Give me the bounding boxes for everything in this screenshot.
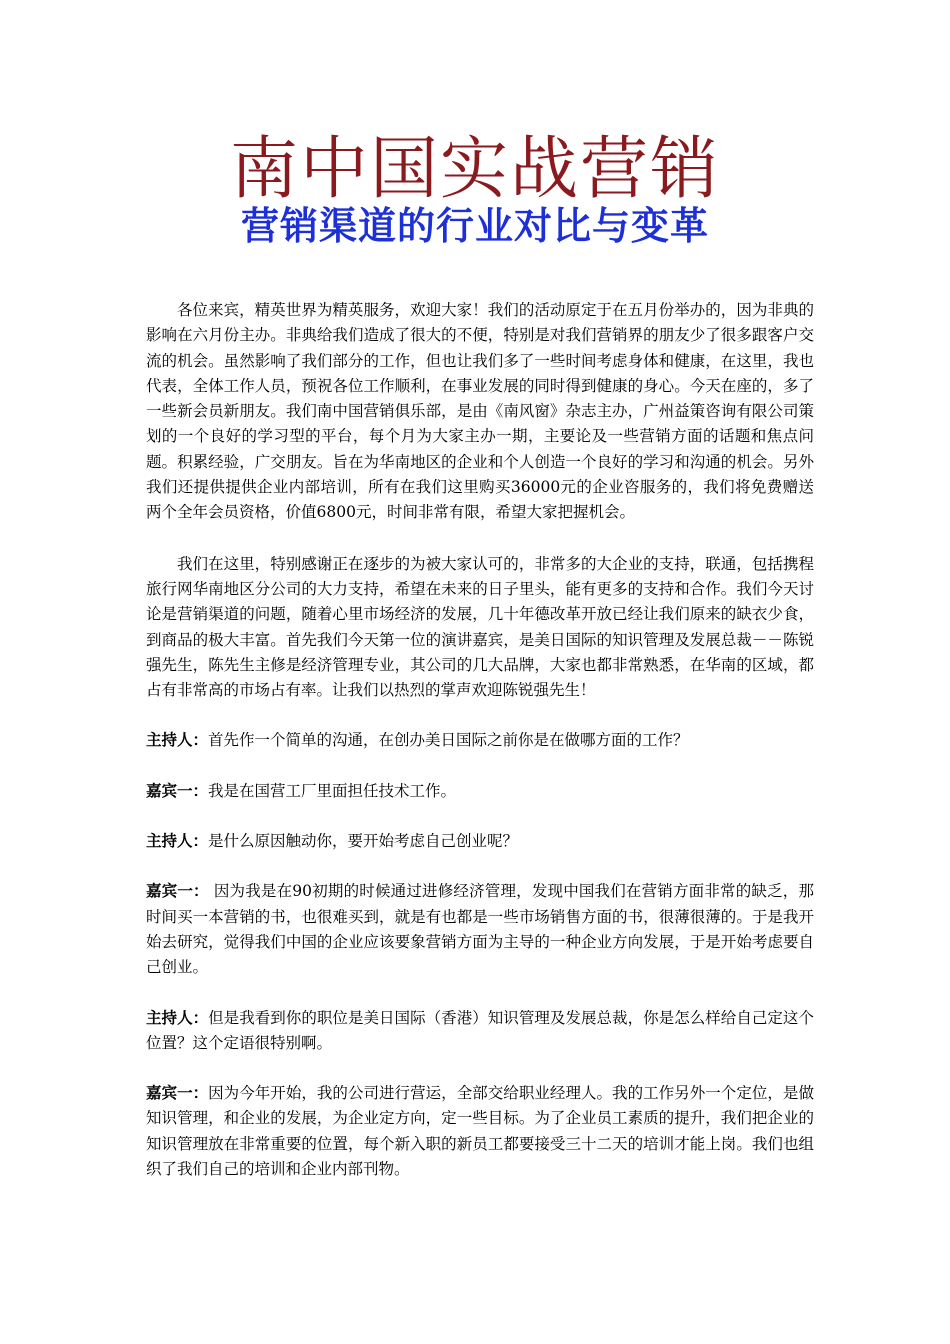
speaker-label: 嘉宾一： xyxy=(146,1083,209,1103)
intro-paragraph: 各位来宾，精英世界为精英服务，欢迎大家！我们的活动原定于在五月份举办的，因为非典的影响在六月份主办。非典给我们造成了很大的不便，特别是对我们营销界的朋友少了很多跟客户交流的机会。虽然影响了我们部分的工作，但也让我们多了一些时间考虑身体和健康，在这里，我也代表，全体工作人员，预祝各位工作顺利，在事业发展的同时得到健康的身心。今天在座的，多了一些新会员新朋友。我们南中国营销俱乐部，是由《南风窗》杂志主办，广州益策咨询有限公司策划的一个良好的学习型的平台，每个月为大家主办一期，主要论及一些营销方面的话题和焦点问题。积累经验，广交朋友。旨在为华南地区的企业和个人创造一个良好的学习和沟通的机会。另外我们还提供提供企业内部培训，所有在我们这里购买36000元的企业咨服务的，我们将免费赠送两个全年会员资格，价值6800元，时间非常有限，希望大家把握机会。 xyxy=(146,301,814,522)
dialogue-text: 但是我看到你的职位是美日国际（香港）知识管理及发展总裁，你是怎么样给自己定这个位置？这个定语很特别啊。 xyxy=(146,1008,814,1052)
dialogue-text: 首先作一个简单的沟通，在创办美日国际之前你是在做哪方面的工作？ xyxy=(208,731,689,750)
dialogue-line xyxy=(146,878,814,980)
speaker-label: 主持人： xyxy=(146,1007,209,1027)
dialogue-line xyxy=(146,727,814,753)
dialogue-text: 因为今年开始，我的公司进行营运，全部交给职业经理人。我的工作另外一个定位，是做知识管理，和企业的发展，为企业定方向，定一些目标。为了企业员工素质的提升，我们把企业的知识管理放在非常重要的位置，每个新入职的新员工都要接受三十二天的培训才能上岗。我们也组织了我们自己的培训和企业内部刊物。 xyxy=(146,1084,814,1179)
document-subtitle: 营销渠道的行业对比与变革 xyxy=(240,203,709,248)
dialogue-text: 因为我是在90初期的时候通过进修经济管理，发现中国我们在营销方面非常的缺乏，那时间买一本营销的书，也很难买到，就是有也都是一些市场销售方面的书，很薄很薄的。于是我开始去研究，觉得我们中国的企业应该要象营销方面为主导的一种企业方向发展，于是开始考虑要自己创业。 xyxy=(146,882,814,977)
intro-paragraph: 我们在这里，特别感谢正在逐步的为被大家认可的，非常多的大企业的支持，联通，包括携程旅行网华南地区分公司的大力支持，希望在未来的日子里头，能有更多的支持和合作。我们今天讨论是营销渠道的问题，随着心里市场经济的发展，几十年德改革开放已经让我们原来的缺衣少食，到商品的极大丰富。首先我们今天第一位的演讲嘉宾，是美日国际的知识管理及发展总裁－－陈锐强先生，陈先生主修是经济管理专业，其公司的几大品牌，大家也都非常熟悉，在华南的区域，都占有非常高的市场占有率。让我们以热烈的掌声欢迎陈锐强先生！ xyxy=(146,554,814,700)
speaker-label: 主持人： xyxy=(146,730,209,750)
dialogue-text: 我是在国营工厂里面担任技术工作。 xyxy=(208,781,457,800)
dialogue-text: 是什么原因触动你，要开始考虑自己创业呢？ xyxy=(208,832,519,851)
dialogue-line xyxy=(146,1080,814,1182)
dialogue-line xyxy=(146,778,814,804)
speaker-label: 嘉宾一： xyxy=(146,780,209,800)
speaker-label: 主持人： xyxy=(146,831,209,851)
dialogue-line xyxy=(146,1005,814,1057)
document-title: 南中国实战营销 xyxy=(229,130,720,209)
document-body xyxy=(146,298,814,1206)
speaker-label: 嘉宾一： xyxy=(146,881,209,901)
dialogue-line xyxy=(146,828,814,854)
